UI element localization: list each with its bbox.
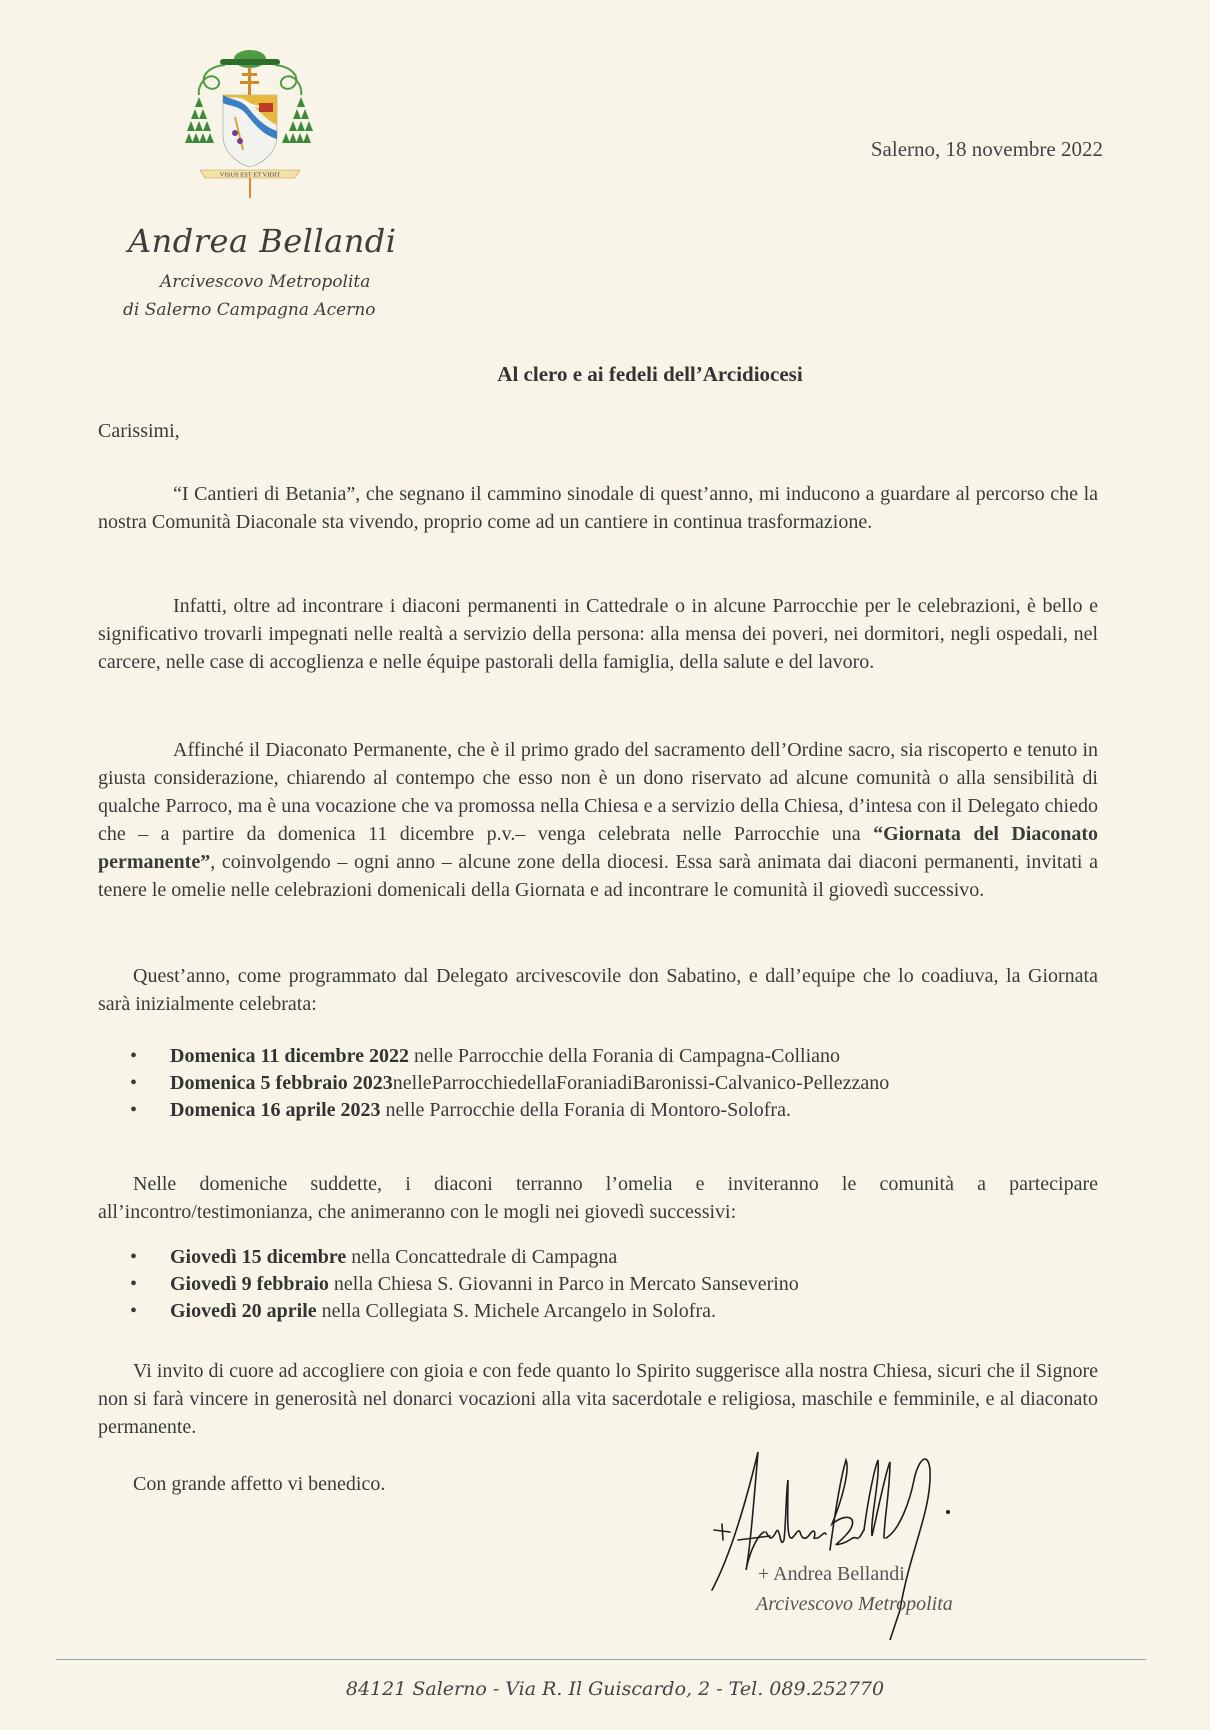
crest-motto: VISUS EST ET VIDIT xyxy=(219,171,281,179)
closing-line: Con grande affetto vi benedico. xyxy=(133,1473,386,1495)
paragraph-text-part: , coinvolgendo – ogni anno – alcune zone della diocesi. Essa sarà animata dai diaconi permanenti, invitati a tenere le omelie nelle celebrazioni domenicali della Giornata e ad incontrare le comunità il giovedì successivo. xyxy=(98,851,1098,901)
sunday-dates-list xyxy=(130,1043,889,1124)
paragraph-2 xyxy=(98,592,1098,676)
list-item xyxy=(130,1097,889,1124)
list-item xyxy=(130,1043,889,1070)
paragraph-text: “I Cantieri di Betania”, che segnano il cammino sinodale di quest’anno, mi inducono a guardare al percorso che la nostra Comunità Diaconale sta vivendo, proprio come ad un cantiere in continua trasformazione. xyxy=(98,483,1098,533)
list-item-date: Giovedì 9 febbraio xyxy=(170,1273,329,1295)
paragraph-6 xyxy=(98,1357,1098,1441)
list-item-text: nelleParrocchiedellaForaniadiBaronissi-Calvanico-Pellezzano xyxy=(392,1072,890,1094)
sender-see: di Salerno Campagna Acerno xyxy=(123,300,376,320)
list-item-date: Domenica 16 aprile 2023 xyxy=(170,1099,381,1121)
paragraph-text xyxy=(98,736,1098,904)
coat-of-arms-logo xyxy=(185,45,315,205)
paragraph-3 xyxy=(98,736,1098,904)
list-item xyxy=(130,1271,799,1298)
paragraph-5 xyxy=(98,1170,1098,1226)
signer-name: + Andrea Bellandi xyxy=(758,1563,905,1585)
list-item-date: Giovedì 20 aprile xyxy=(170,1300,317,1322)
paragraph-4 xyxy=(98,962,1098,1018)
list-item xyxy=(130,1244,799,1271)
signer-title: Arcivescovo Metropolita xyxy=(756,1593,953,1615)
list-item xyxy=(130,1298,799,1325)
paragraph-text: Infatti, oltre ad incontrare i diaconi permanenti in Cattedrale o in alcune Parrocchie per le celebrazioni, è bello e significativo trovarli impegnati nelle realtà a servizio della persona: alla mensa dei poveri, nei dormitori, negli ospedali, nel carcere, nelle case di accoglienza e nelle équipe pastorali della famiglia, della salute e del lavoro. xyxy=(98,595,1098,673)
paragraph-text-part: Affinché il Diaconato Permanente, che è il primo grado del sacramento dell’Ordine sacro, sia riscoperto e tenuto in giusta considerazione, chiarendo al contempo che esso non è un dono riservato ad alcune comunità o alla sensibilità di qualche Parroco, ma è una vocazione che va promossa nella Chiesa e a servizio della Chiesa, d’intesa con il Delegato chiedo che – a partire da domenica 11 dicembre p.v.– venga celebrata nelle Parrocchie una xyxy=(98,739,1098,845)
sender-title: Arcivescovo Metropolita xyxy=(160,272,371,292)
list-item-text: nella Chiesa S. Giovanni in Parco in Mercato Sanseverino xyxy=(328,1273,799,1295)
thursday-dates-list xyxy=(130,1244,799,1325)
paragraph-text: Quest’anno, come programmato dal Delegato arcivescovile don Sabatino, e dall’equipe che lo coadiuva, la Giornata sarà inizialmente celebrata: xyxy=(98,965,1098,1015)
footer-divider xyxy=(56,1659,1146,1660)
list-item-text: nella Concattedrale di Campagna xyxy=(346,1246,618,1268)
list-item-text: nelle Parrocchie della Forania di Montoro-Solofra. xyxy=(380,1099,791,1121)
list-item xyxy=(130,1070,889,1097)
paragraph-1 xyxy=(98,480,1098,536)
list-item-date: Domenica 11 dicembre 2022 xyxy=(170,1045,410,1067)
list-item-date: Domenica 5 febbraio 2023 xyxy=(170,1072,393,1094)
letter-heading: Al clero e ai fedeli dell’Arcidiocesi xyxy=(497,362,803,386)
salutation: Carissimi, xyxy=(98,420,180,442)
giornata-title: “Giornata del Diaconato permanente” xyxy=(98,823,1098,873)
footer-address: 84121 Salerno - Via R. Il Guiscardo, 2 - Tel. 089.252770 xyxy=(345,1678,885,1700)
list-item-text: nella Collegiata S. Michele Arcangelo in Solofra. xyxy=(316,1300,717,1322)
paragraph-text: Nelle domeniche suddette, i diaconi terranno l’omelia e inviteranno le comunità a partecipare all’incontro/testimonianza, che animeranno con le mogli nei giovedì successivi: xyxy=(98,1173,1098,1223)
list-item-date: Giovedì 15 dicembre xyxy=(170,1246,347,1268)
place-date: Salerno, 18 novembre 2022 xyxy=(870,137,1103,161)
paragraph-text: Vi invito di cuore ad accogliere con gioia e con fede quanto lo Spirito suggerisce alla nostra Chiesa, sicuri che il Signore non si farà vincere in generosità nel donarci vocazioni alla vita sacerdotale e religiosa, maschile e femminile, e al diaconato permanente. xyxy=(98,1360,1098,1438)
sender-name: Andrea Bellandi xyxy=(128,222,397,260)
list-item-text: nelle Parrocchie della Forania di Campagna-Colliano xyxy=(409,1045,841,1067)
